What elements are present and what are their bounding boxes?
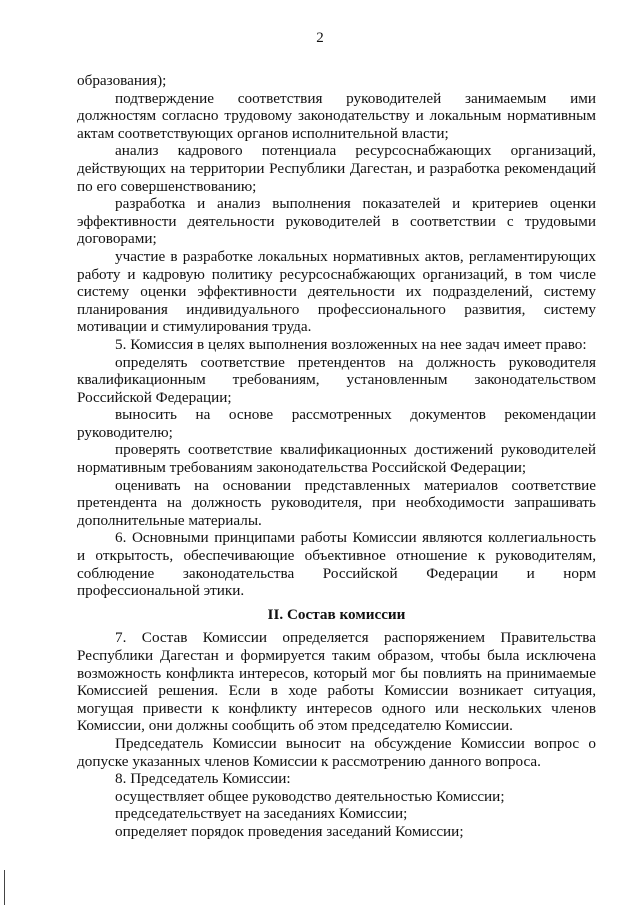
section-heading: II. Состав комиссии [267,605,406,623]
paragraph: оценивать на основании представленных материалов соответствие претендента на должность руководителя, при необходимости запрашивать дополнительные материалы. [77,476,596,529]
paragraph: 5. Комиссия в целях выполнения возложенных на нее задач имеет право: [115,335,587,353]
paragraph: подтверждение соответствия руководителей занимаемым ими должностям согласно трудовому законодательству и локальным нормативным актам соответствующих органов исполнительной власти; [77,89,596,142]
paragraph: выносить на основе рассмотренных документов рекомендации руководителю; [77,406,596,441]
document-body [77,72,596,841]
paragraph: анализ кадрового потенциала ресурсоснабжающих организаций, действующих на территории Республики Дагестан, и разработка рекомендаций по его совершенствованию; [77,142,596,195]
paragraph: определять соответствие претендентов на должность руководителя квалификационным требованиям, установленным законодательством Российской Федерации; [77,353,596,406]
paragraph: 7. Состав Комиссии определяется распоряжением Правительства Республики Дагестан и формируется таким образом, чтобы была исключена возможность конфликта интересов, который мог бы повлиять на принимаемые Комиссией решения. Если в ходе работы Комиссии возникает ситуация, могущая привести к конфликту интересов одного или нескольких членов Комиссии, они должны сообщить об этом председателю Комиссии. [77,629,596,735]
paragraph: разработка и анализ выполнения показателей и критериев оценки эффективности деятельности руководителей в соответствии с трудовыми договорами; [77,195,596,248]
scan-edge-line [4,870,5,905]
paragraph: Председатель Комиссии выносит на обсуждение Комиссии вопрос о допуске указанных членов Комиссии к рассмотрению данного вопроса. [77,734,596,770]
paragraph: председательствует на заседаниях Комиссии; [115,805,408,823]
paragraph: осуществляет общее руководство деятельностью Комиссии; [115,787,505,805]
paragraph: проверять соответствие квалификационных достижений руководителей нормативным требованиям законодательства Российской Федерации; [77,441,596,477]
paragraph: участие в разработке локальных нормативных актов, регламентирующих работу и кадровую политику ресурсоснабжающих организаций, в том числе систему оценки эффективности деятельности их подразделений, систему планирования индивидуального профессионального развития, систему мотивации и стимулирования труда. [77,247,596,336]
paragraph: определяет порядок проведения заседаний Комиссии; [115,822,464,840]
paragraph: 8. Председатель Комиссии: [115,770,291,788]
page-number: 2 [316,30,324,46]
paragraph: 6. Основными принципами работы Комиссии являются коллегиальность и открытость, обеспечивающие объективное отношение к руководителям, соблюдение законодательства Российской Федерации и норм профессиональной этики. [77,529,596,600]
paragraph: образования); [77,72,167,89]
